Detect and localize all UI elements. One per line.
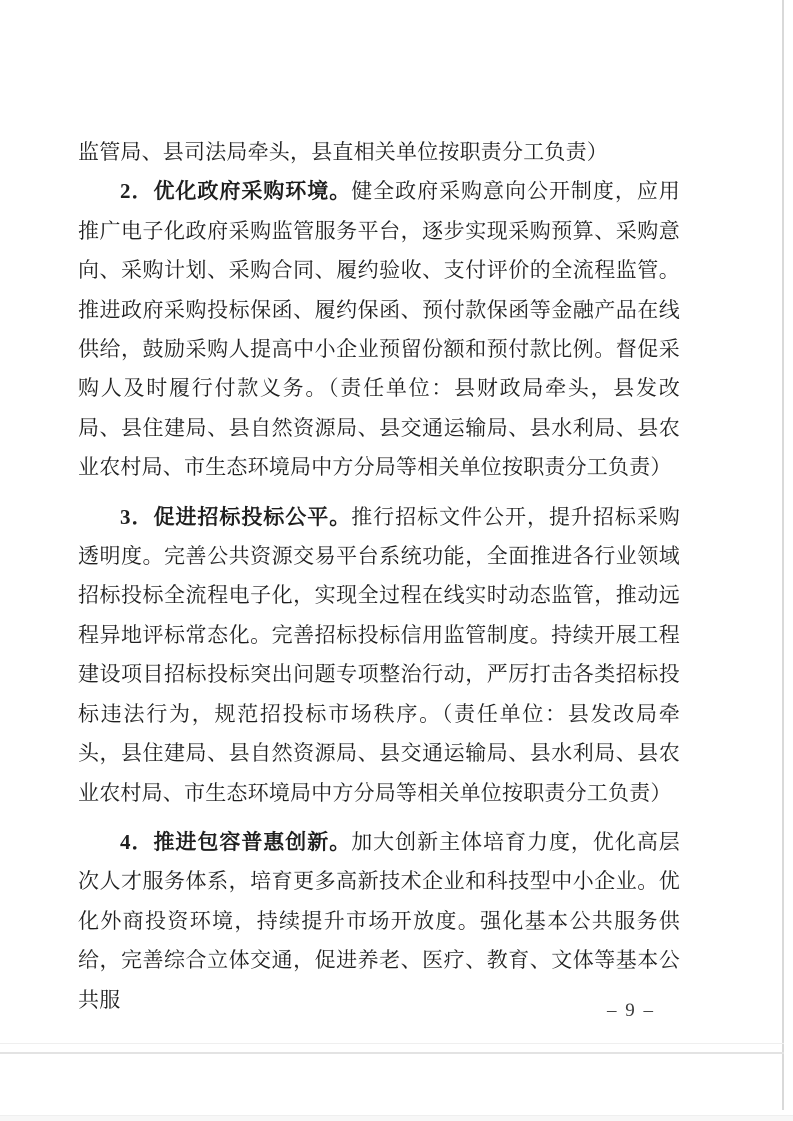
scan-divider-line-lower	[0, 1052, 784, 1054]
paragraph-text: 健全政府采购意向公开制度，应用推广电子化政府采购监管服务平台，逐步实现采购预算、采购意向、采购计划、采购合同、履约验收、支付评价的全流程监管。推进政府采购投标保函、履约保函、预付款保函等金融产品在线供给，鼓励采购人提高中小企业预留份额和预付款比例。督促采购人及时履行付款义务。（责任单位：县财政局牵头，县发改局、县住建局、县自然资源局、县交通运输局、县水利局、县农业农村局、市生态环境局中方分局等相关单位按职责分工负责）	[78, 179, 681, 480]
paragraph	[78, 498, 680, 813]
paragraph-lead: 4．推进包容普惠创新。	[120, 829, 352, 854]
paragraph	[78, 823, 680, 1020]
paragraph-text: 推行招标文件公开，提升招标采购透明度。完善公共资源交易平台系统功能，全面推进各行业领域招标投标全流程电子化，实现全过程在线实时动态监管，推动远程异地评标常态化。完善招标投标信用监管制度。持续开展工程建设项目招标投标突出问题专项整治行动，严厉打击各类招标投标违法行为，规范招投标市场秩序。（责任单位：县发改局牵头，县住建局、县自然资源局、县交通运输局、县水利局、县农业农村局、市生态环境局中方分局等相关单位按职责分工负责）	[78, 504, 681, 805]
paragraph	[78, 172, 680, 487]
paragraph-text: 监管局、县司法局牵头，县直相关单位按职责分工负责）	[78, 140, 608, 164]
paragraph-lead: 2．优化政府采购环境。	[120, 179, 352, 204]
paragraph	[78, 133, 680, 172]
scan-bottom-edge	[0, 1115, 793, 1121]
page-right-edge-line	[782, 0, 784, 1110]
document-body	[78, 133, 680, 1020]
scan-divider-line-upper	[0, 1043, 784, 1044]
paragraph-lead: 3．促进招标投标公平。	[120, 504, 352, 529]
paragraph-text: 加大创新主体培育力度，优化高层次人才服务体系，培育更多高新技术企业和科技型中小企业。优化外商投资环境，持续提升市场开放度。强化基本公共服务供给，完善综合立体交通，促进养老、医疗、教育、文体等基本公共服	[78, 829, 681, 1012]
page-number: – 9 –	[607, 1000, 655, 1021]
